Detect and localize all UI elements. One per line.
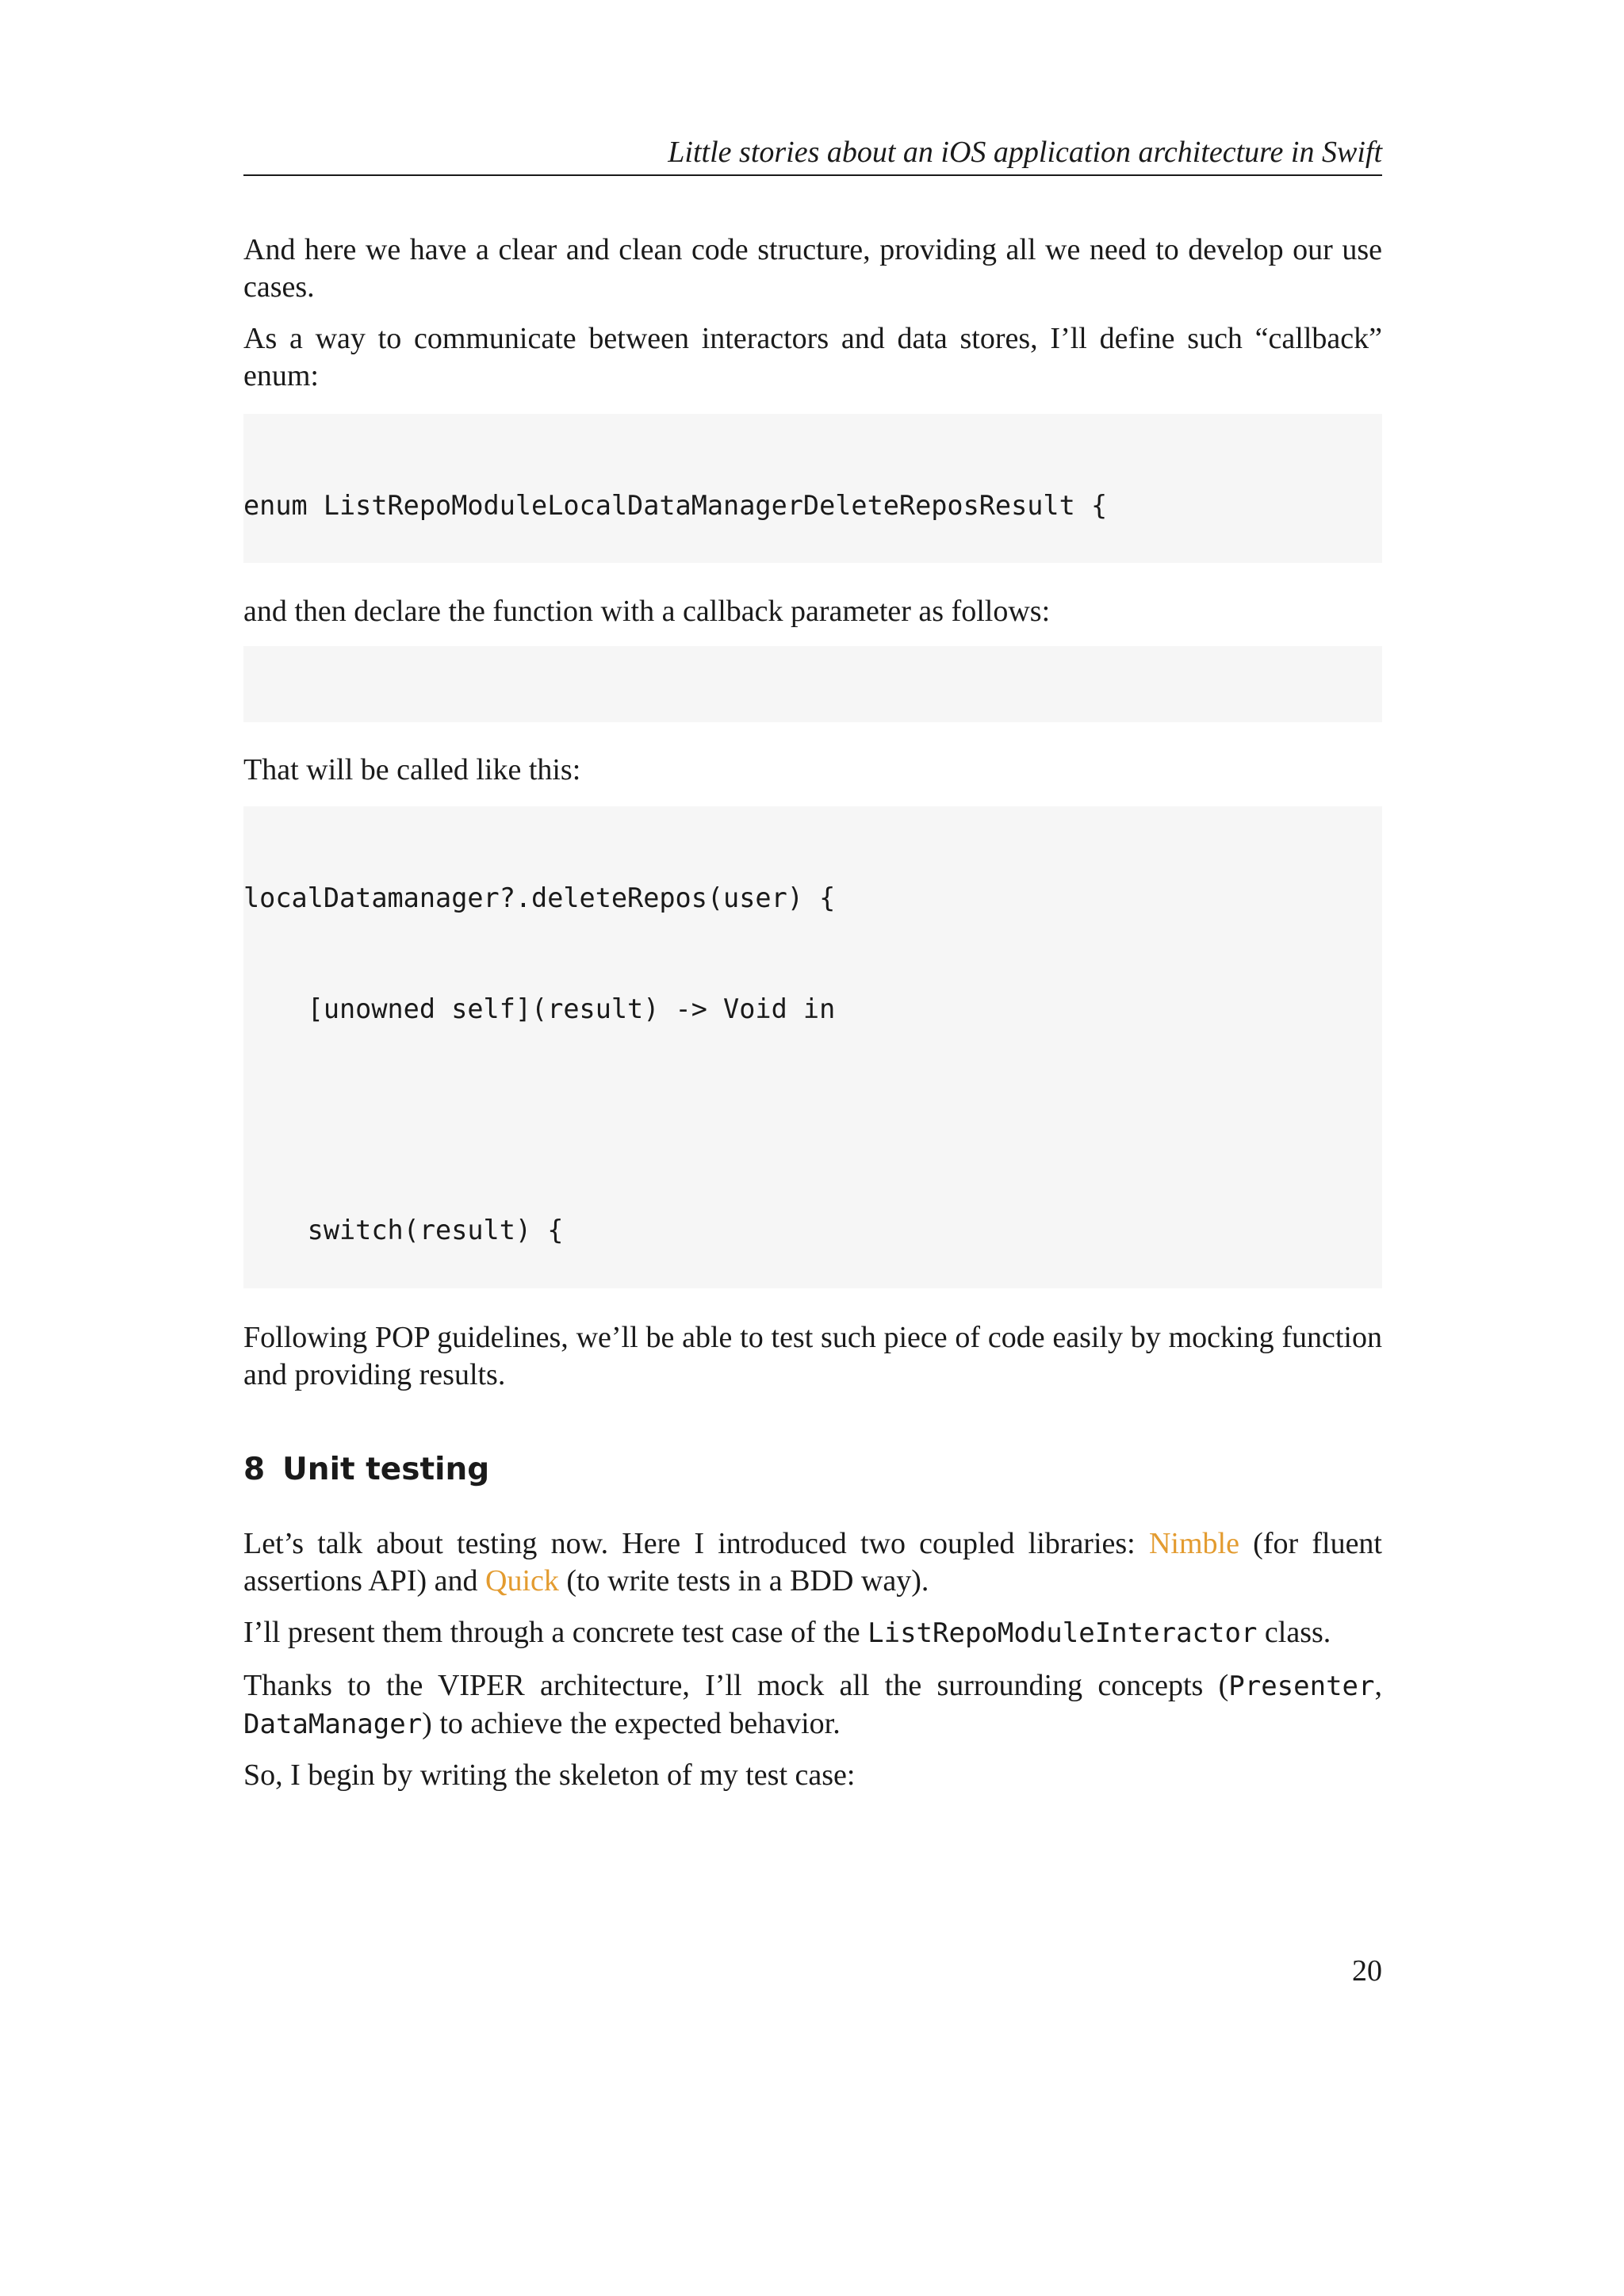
inline-code: Presenter [1228, 1670, 1375, 1702]
code-line [243, 1101, 1382, 1138]
text-run: (to write tests in a BDD way). [558, 1564, 929, 1598]
code-line [243, 720, 1382, 722]
code-line: switch(result) { [243, 1214, 564, 1246]
paragraph [243, 1614, 1382, 1652]
section-title: Unit testing [282, 1452, 490, 1487]
paragraph [243, 1525, 1382, 1600]
code-line: enum ListRepoModuleLocalDataManagerDeleteReposResult { [243, 490, 1108, 521]
text-run: Thanks to the VIPER architecture, I’ll mock all the surrounding concepts ( [243, 1669, 1229, 1702]
text-run: I’ll present them through a concrete test case of the [243, 1616, 868, 1649]
running-header: Little stories about an iOS application architecture in Swift [243, 132, 1382, 176]
inline-code: DataManager [243, 1709, 423, 1740]
page-number: 20 [1352, 1954, 1382, 1988]
paragraph [243, 1667, 1382, 1743]
code-line: [unowned self](result) -> Void in [243, 993, 836, 1024]
text-run: (for fluent assertions API) and [243, 1527, 1382, 1598]
paragraph: That will be called like this: [243, 753, 581, 786]
code-block-func [243, 646, 1382, 722]
text-run: ) to achieve the expected behavior. [422, 1707, 841, 1740]
paragraph: and then declare the function with a callback parameter as follows: [243, 595, 1051, 628]
text-run: Let’s talk about testing now. Here I introduced two coupled libraries: [243, 1527, 1149, 1560]
section-heading [243, 1449, 489, 1490]
text-run: , [1374, 1669, 1382, 1702]
code-block-enum [243, 414, 1382, 563]
section-number: 8 [243, 1452, 266, 1487]
inline-code: ListRepoModuleInteractor [868, 1617, 1258, 1649]
paragraph: And here we have a clear and clean code structure, providing all we need to develop our use cases. [243, 233, 1382, 304]
paragraph: So, I begin by writing the skeleton of my test case: [243, 1758, 856, 1792]
text-run: class. [1257, 1616, 1331, 1649]
quick-link[interactable]: Quick [485, 1564, 559, 1598]
nimble-link[interactable]: Nimble [1148, 1527, 1239, 1560]
paragraph: As a way to communicate between interactors and data stores, I’ll define such “callback” enum: [243, 322, 1382, 392]
code-line: localDatamanager?.deleteRepos(user) { [243, 882, 836, 913]
paragraph: Following POP guidelines, we’ll be able to test such piece of code easily by mocking function and providing results. [243, 1321, 1382, 1391]
code-block-call [243, 806, 1382, 1288]
